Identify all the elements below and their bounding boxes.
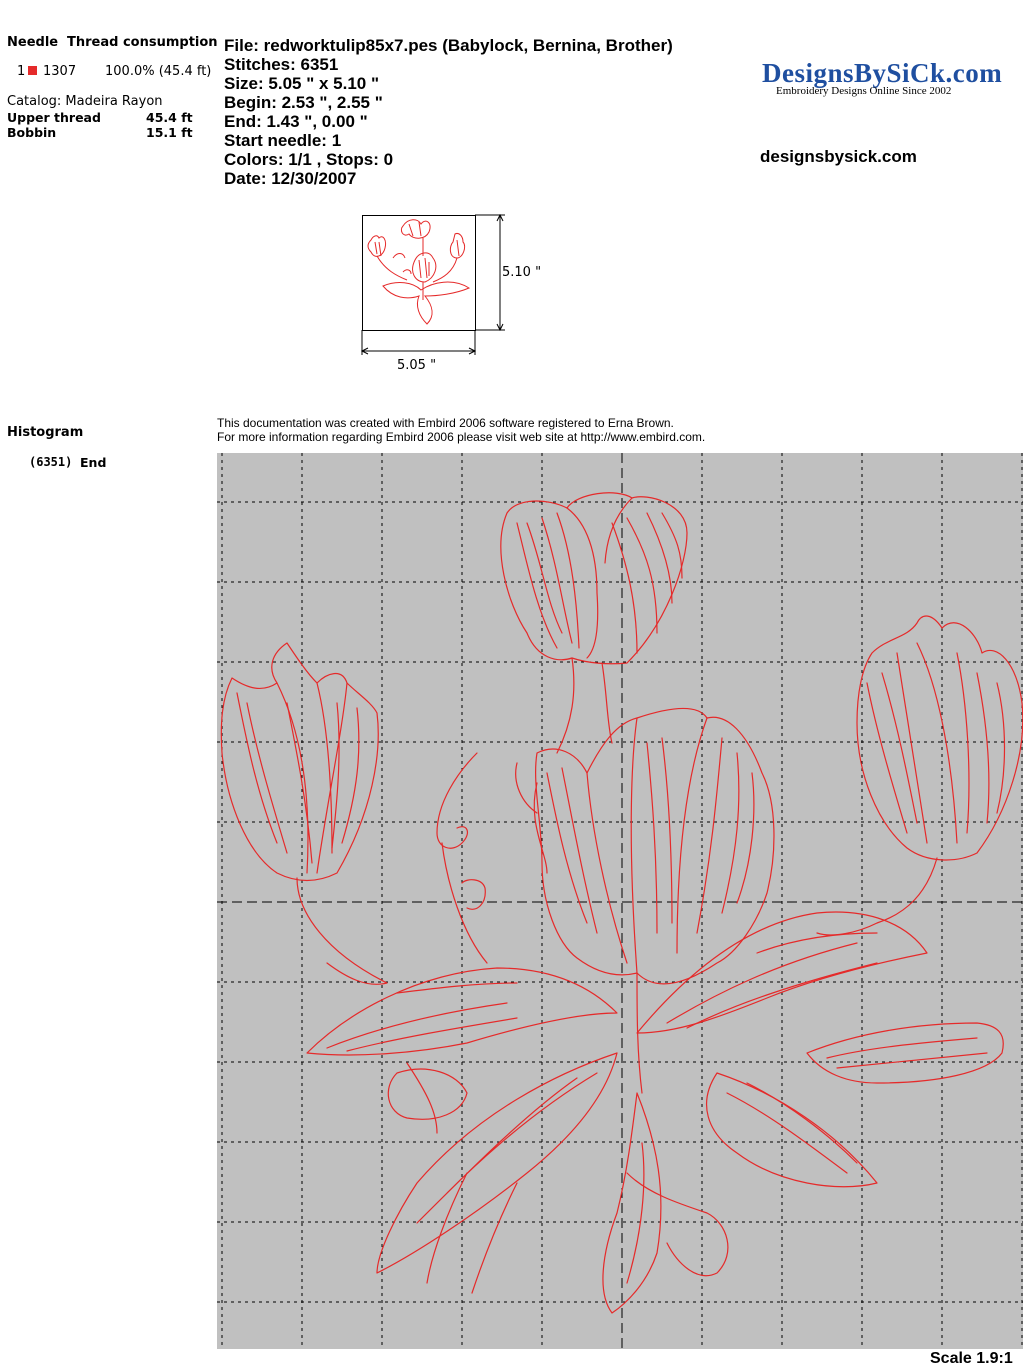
top-tulip-petal <box>567 508 598 658</box>
bottom-center-bud <box>627 1173 728 1276</box>
lower-right-leaf <box>707 1073 877 1187</box>
file-name: File: redworktulip85x7.pes (Babylock, Bernina, Brother) <box>224 36 673 55</box>
thumbnail-dimensions <box>355 210 555 370</box>
brand-logo <box>762 58 1002 97</box>
small-left-leaf <box>388 1069 467 1119</box>
needle-number: 1 <box>17 64 26 79</box>
histogram-entry-label: End <box>80 455 107 470</box>
top-tulip-outline <box>501 493 687 664</box>
website-link[interactable]: designsbysick.com <box>760 147 917 166</box>
top-tulip-hatch <box>517 513 682 653</box>
top-tulip-petal-2 <box>605 498 632 563</box>
left-tulip-outline <box>221 643 378 881</box>
catalog-line: Catalog: Madeira Rayon <box>7 94 163 109</box>
center-tulip-inner <box>587 718 707 973</box>
design-date: Date: 12/30/2007 <box>224 169 357 188</box>
curl-small <box>462 880 485 910</box>
colors-stops: Colors: 1/1 , Stops: 0 <box>224 150 394 169</box>
right-tulip-outline <box>857 616 1023 860</box>
curl-left <box>437 753 477 848</box>
design-preview <box>217 453 1023 1349</box>
right-tulip-petal <box>897 643 969 843</box>
right-leaf-veins <box>667 933 877 1028</box>
thumbnail-width-label: 5.05 " <box>397 358 437 373</box>
stitch-count: Stitches: 6351 <box>224 55 339 74</box>
start-needle: Start needle: 1 <box>224 131 342 150</box>
lower-left-leaf <box>377 1053 617 1273</box>
upper-thread-label: Upper thread <box>7 110 101 125</box>
left-tulip-hatch <box>237 693 359 863</box>
bobbin-value: 15.1 ft <box>146 125 193 140</box>
preview-scale: Scale 1.9:1 <box>930 1350 1013 1367</box>
far-right-leaf <box>807 1023 1003 1083</box>
brand-logo-tagline: Embroidery Designs Online Since 2002 <box>776 85 952 97</box>
left-tulip-petal <box>277 683 347 873</box>
brand-logo-title: DesignsBySiCk.com <box>762 58 1003 88</box>
curl-stem <box>442 843 487 963</box>
preview-canvas <box>217 453 1023 1349</box>
design-size: Size: 5.05 " x 5.10 " <box>224 74 380 93</box>
bottom-leaf <box>603 1093 661 1313</box>
lower-left-leaf-veins <box>407 1063 597 1223</box>
thread-percent: 100.0% (45.4 ft) <box>105 64 212 79</box>
thumbnail-height-label: 5.10 " <box>502 265 542 280</box>
bobbin-label: Bobbin <box>7 125 57 140</box>
bottom-leaf-veins <box>627 1143 644 1283</box>
histogram-entry-count: (6351) <box>29 455 73 469</box>
far-right-leaf-veins <box>827 1038 987 1068</box>
left-leaf-veins <box>327 983 517 1051</box>
thread-consumption-header: Thread consumption <box>67 35 218 50</box>
end-position: End: 1.43 ", 0.00 " <box>224 112 368 131</box>
left-tulip-stem <box>297 878 387 984</box>
thread-code: 1307 <box>43 64 77 79</box>
center-tulip-hatch <box>547 738 754 933</box>
thread-color-swatch <box>28 66 37 75</box>
histogram-title: Histogram <box>7 425 84 440</box>
begin-position: Begin: 2.53 ", 2.55 " <box>224 93 383 112</box>
software-notice-line2: For more information regarding Embird 2006 please visit web site at http://www.embird.com. <box>217 430 706 444</box>
software-notice-line1: This documentation was created with Embird 2006 software registered to Erna Brown. <box>217 416 674 430</box>
top-tulip-stem <box>557 658 612 753</box>
needle-column-header: Needle <box>7 35 59 50</box>
upper-thread-value: 45.4 ft <box>146 110 193 125</box>
right-tulip-stem <box>817 858 937 935</box>
